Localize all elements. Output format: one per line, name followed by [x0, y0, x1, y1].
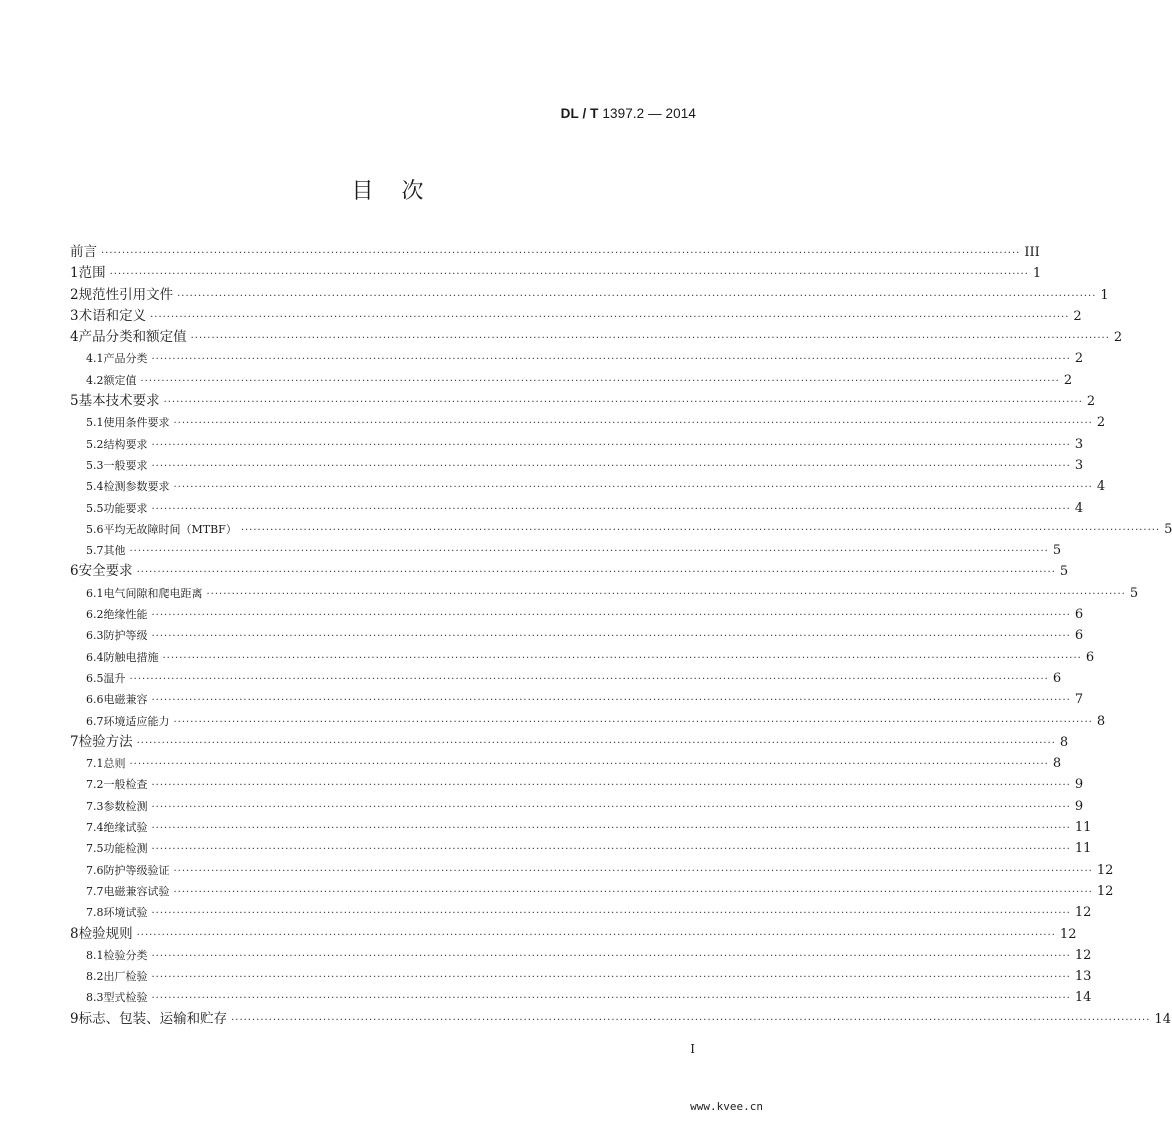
toc-entry-number: 7.3	[86, 799, 104, 813]
toc-entry-title: 规范性引用文件	[78, 286, 174, 303]
toc-entry-number: 4.1	[86, 352, 104, 366]
toc-entry-title: 标志、包装、运输和贮存	[78, 1010, 228, 1027]
toc-dot-leader: ····························································································································································································································	[173, 865, 1093, 877]
toc-entry-number: 5.7	[86, 544, 104, 558]
toc-entry-title: 一般要求	[103, 458, 148, 472]
toc-entry-number: 7.2	[86, 778, 104, 792]
toc-entry-page: 6	[1074, 607, 1084, 623]
toc-dot-leader: ····························································································································································································································	[173, 482, 1093, 494]
toc-entry[interactable]	[70, 242, 1040, 263]
toc-entry-page: 3	[1074, 457, 1084, 473]
toc-dot-leader: ····························································································································································································································	[151, 354, 1071, 366]
toc-entry-page: 13	[1074, 969, 1092, 985]
toc-dot-leader: ····························································································································································································································	[190, 333, 1110, 345]
toc-entry[interactable]	[70, 263, 1042, 284]
toc-entry[interactable]	[70, 1009, 1171, 1030]
toc-entry[interactable]	[70, 583, 1139, 604]
toc-entry-title: 检验规则	[78, 925, 133, 942]
toc-entry-title: 功能检测	[103, 842, 148, 856]
table-of-contents	[70, 242, 1172, 1030]
toc-entry[interactable]	[70, 817, 1092, 838]
toc-dot-leader: ····························································································································································································································	[129, 673, 1049, 685]
toc-entry[interactable]	[70, 647, 1095, 668]
toc-entry-page: 6	[1085, 649, 1095, 665]
toc-entry-number: 5.4	[86, 480, 104, 494]
toc-entry[interactable]	[70, 625, 1084, 646]
toc-entry-page: 11	[1074, 820, 1092, 836]
toc-dot-leader: ····························································································································································································································	[151, 780, 1071, 792]
toc-entry-number: 7	[70, 733, 79, 750]
toc-entry-number: 7.6	[86, 863, 104, 877]
toc-entry-page: 5	[1164, 521, 1172, 537]
toc-entry-title: 型式检验	[103, 991, 148, 1005]
toc-entry-title: 环境试验	[103, 906, 148, 920]
toc-entry[interactable]	[70, 732, 1069, 753]
toc-entry[interactable]	[70, 753, 1062, 774]
toc-entry-title: 产品分类	[103, 352, 148, 366]
toc-entry-title: 额定值	[103, 373, 137, 387]
page-title: 目次	[351, 179, 452, 204]
toc-dot-leader: ····························································································································································································································	[206, 588, 1126, 600]
toc-dot-leader: ····························································································································································································································	[101, 248, 1021, 259]
toc-entry-number: 7.7	[86, 884, 104, 898]
toc-dot-leader: ····························································································································································································································	[151, 972, 1071, 984]
toc-entry-page: 6	[1052, 670, 1062, 686]
standard-code-prefix: DL / T	[560, 106, 599, 121]
toc-entry-number: 7.8	[86, 906, 104, 920]
watermark-url[interactable]: www.kvee.cn	[690, 1100, 763, 1113]
toc-entry-page: 12	[1074, 905, 1092, 921]
toc-entry-title: 温升	[103, 671, 126, 685]
standard-code-number: 1397.2 — 2014	[598, 106, 696, 121]
toc-dot-leader: ····························································································································································································································	[151, 908, 1071, 920]
toc-dot-leader: ····························································································································································································································	[151, 844, 1071, 856]
toc-entry-number: 4	[70, 329, 79, 346]
toc-entry-page: 9	[1074, 777, 1084, 793]
toc-entry-number: 5.2	[86, 437, 104, 451]
toc-entry-title: 基本技术要求	[78, 393, 160, 410]
toc-entry-number: 3	[70, 307, 79, 324]
toc-entry[interactable]	[70, 689, 1084, 710]
toc-entry-number: 8.2	[86, 970, 104, 984]
toc-entry[interactable]	[70, 455, 1084, 476]
toc-entry[interactable]	[70, 604, 1084, 625]
toc-entry-page: 12	[1059, 926, 1077, 942]
toc-entry-number: 5.3	[86, 458, 104, 472]
toc-entry-number: 6.2	[86, 608, 104, 622]
toc-entry-number: 6.5	[86, 671, 104, 685]
toc-dot-leader: ····························································································································································································································	[136, 929, 1056, 941]
toc-entry-title: 防触电措施	[103, 650, 159, 664]
toc-entry-page: 12	[1096, 862, 1114, 878]
toc-entry-title: 检验方法	[78, 733, 133, 750]
toc-entry[interactable]	[70, 924, 1077, 945]
toc-dot-leader: ····························································································································································································································	[231, 1014, 1151, 1026]
toc-entry-title: 总则	[103, 757, 126, 771]
toc-entry-page: 4	[1074, 500, 1084, 516]
toc-entry-page: 8	[1052, 756, 1062, 772]
toc-entry-number: 6.4	[86, 650, 104, 664]
toc-entry-page: 3	[1074, 436, 1084, 452]
toc-dot-leader: ····························································································································································································································	[151, 823, 1071, 835]
toc-entry-title: 电气间隙和爬电距离	[103, 586, 203, 600]
toc-entry-title: 平均无故障时间（MTBF）	[103, 522, 237, 536]
toc-entry-number: 7.1	[86, 757, 104, 771]
toc-entry-title: 参数检测	[103, 799, 148, 813]
toc-entry[interactable]	[70, 860, 1114, 881]
toc-entry[interactable]	[70, 476, 1106, 497]
toc-entry[interactable]	[70, 391, 1096, 412]
toc-entry-number: 5.6	[86, 522, 104, 536]
toc-dot-leader: ····························································································································································································································	[151, 610, 1071, 622]
toc-dot-leader: ····························································································································································································································	[140, 375, 1060, 387]
toc-dot-leader: ····························································································································································································································	[151, 503, 1071, 515]
toc-entry-title: 一般检查	[103, 778, 148, 792]
toc-entry-page: 2	[1113, 330, 1123, 346]
toc-entry-title: 出厂检验	[103, 970, 148, 984]
toc-entry-page: 11	[1074, 841, 1092, 857]
toc-entry-number: 2	[70, 286, 79, 303]
toc-entry-page: 2	[1073, 308, 1082, 324]
toc-entry[interactable]	[70, 987, 1092, 1008]
toc-entry-title: 范围	[78, 265, 106, 282]
toc-entry-page: 2	[1063, 372, 1073, 388]
toc-entry-page: 2	[1074, 351, 1084, 367]
toc-entry-title: 功能要求	[103, 501, 148, 515]
toc-entry-page: 1	[1032, 266, 1042, 282]
toc-entry-number: 5	[70, 393, 79, 410]
toc-entry-number: 6.6	[86, 693, 104, 707]
toc-entry-page: 2	[1086, 394, 1096, 410]
toc-entry-title: 安全要求	[78, 563, 133, 580]
toc-entry-page: 4	[1096, 479, 1106, 495]
toc-dot-leader: ····························································································································································································································	[240, 524, 1161, 536]
toc-entry-number: 4.2	[86, 373, 104, 387]
toc-entry-title: 检验分类	[103, 948, 148, 962]
toc-entry-page: 14	[1074, 990, 1092, 1006]
toc-entry[interactable]	[70, 711, 1106, 732]
toc-dot-leader: ····························································································································································································································	[151, 801, 1071, 813]
toc-entry-page: 5	[1052, 543, 1062, 559]
toc-dot-leader: ····························································································································································································································	[151, 631, 1071, 643]
toc-entry-title: 产品分类和额定值	[78, 329, 187, 346]
toc-entry-title: 使用条件要求	[103, 416, 170, 430]
page-number: I	[690, 1042, 695, 1056]
toc-entry-number: 5.5	[86, 501, 104, 515]
toc-entry[interactable]	[70, 561, 1069, 582]
toc-entry[interactable]	[70, 668, 1062, 689]
toc-entry[interactable]	[70, 327, 1123, 348]
toc-entry-page: 9	[1074, 798, 1084, 814]
toc-entry-title: 电磁兼容	[103, 693, 148, 707]
toc-dot-leader: ····························································································································································································································	[151, 460, 1071, 472]
toc-entry[interactable]	[70, 306, 1082, 327]
toc-entry[interactable]	[70, 412, 1106, 433]
toc-entry-title: 其他	[103, 544, 126, 558]
toc-dot-leader: ····························································································································································································································	[151, 439, 1071, 451]
toc-entry-number: 7.4	[86, 821, 104, 835]
toc-entry[interactable]	[70, 838, 1092, 859]
toc-entry-page: 12	[1074, 947, 1092, 963]
toc-dot-leader: ····························································································································································································································	[136, 567, 1056, 579]
toc-dot-leader: ····························································································································································································································	[162, 652, 1082, 664]
toc-entry-page: 7	[1074, 692, 1084, 708]
toc-entry-number: 9	[70, 1010, 79, 1027]
toc-entry[interactable]	[70, 348, 1084, 369]
toc-dot-leader: ····························································································································································································································	[109, 269, 1029, 281]
toc-entry-page: III	[1024, 245, 1040, 260]
toc-entry[interactable]	[70, 540, 1062, 561]
toc-entry-page: 2	[1096, 415, 1106, 431]
toc-dot-leader: ····························································································································································································································	[163, 397, 1083, 409]
toc-entry-title: 绝缘性能	[103, 608, 148, 622]
toc-entry-number: 1	[70, 265, 79, 282]
toc-entry-page: 5	[1059, 564, 1069, 580]
toc-entry[interactable]	[70, 945, 1092, 966]
toc-entry-number: 6.7	[86, 714, 104, 728]
toc-entry[interactable]	[70, 902, 1092, 923]
standard-code	[561, 106, 696, 121]
toc-entry[interactable]	[70, 774, 1084, 795]
toc-entry[interactable]	[70, 498, 1084, 519]
toc-entry-page: 12	[1096, 883, 1114, 899]
toc-entry-title: 电磁兼容试验	[103, 884, 170, 898]
toc-entry-title: 结构要求	[103, 437, 148, 451]
toc-dot-leader: ····························································································································································································································	[150, 311, 1070, 323]
toc-entry-page: 6	[1074, 628, 1084, 644]
toc-entry-page: 8	[1096, 713, 1106, 729]
toc-entry-page: 1	[1100, 287, 1109, 303]
toc-dot-leader: ····························································································································································································································	[173, 716, 1093, 728]
toc-entry-title: 防护等级	[103, 629, 148, 643]
toc-entry[interactable]	[70, 370, 1073, 391]
toc-entry[interactable]	[70, 434, 1084, 455]
toc-entry-title: 术语和定义	[78, 307, 147, 324]
toc-entry-title: 前言	[70, 244, 97, 260]
toc-dot-leader: ····························································································································································································································	[129, 759, 1049, 771]
toc-dot-leader: ····························································································································································································································	[151, 695, 1071, 707]
toc-entry-number: 5.1	[86, 416, 104, 430]
toc-entry-title: 防护等级验证	[103, 863, 170, 877]
toc-entry-title: 绝缘试验	[103, 821, 148, 835]
toc-entry-title: 检测参数要求	[103, 480, 170, 494]
toc-dot-leader: ····························································································································································································································	[173, 418, 1093, 430]
toc-dot-leader: ····························································································································································································································	[177, 290, 1097, 302]
toc-dot-leader: ····························································································································································································································	[136, 737, 1056, 749]
toc-entry-number: 6.3	[86, 629, 104, 643]
toc-dot-leader: ····························································································································································································································	[151, 993, 1071, 1005]
toc-dot-leader: ····························································································································································································································	[129, 546, 1049, 558]
toc-entry[interactable]	[70, 881, 1114, 902]
toc-entry-page: 5	[1129, 585, 1139, 601]
toc-entry-number: 6.1	[86, 586, 104, 600]
toc-entry-page: 8	[1059, 734, 1069, 750]
toc-entry[interactable]	[70, 285, 1109, 306]
toc-entry-page: 14	[1154, 1011, 1171, 1027]
toc-entry[interactable]	[70, 966, 1092, 987]
toc-entry-number: 8	[70, 925, 79, 942]
toc-entry-number: 8.3	[86, 991, 104, 1005]
toc-entry[interactable]	[70, 796, 1084, 817]
toc-dot-leader: ····························································································································································································································	[151, 950, 1071, 962]
toc-dot-leader: ····························································································································································································································	[173, 886, 1093, 898]
toc-entry-title: 环境适应能力	[103, 714, 170, 728]
toc-entry-number: 7.5	[86, 842, 104, 856]
toc-entry[interactable]	[70, 519, 1172, 540]
toc-entry-number: 6	[70, 563, 79, 580]
toc-entry-number: 8.1	[86, 948, 104, 962]
